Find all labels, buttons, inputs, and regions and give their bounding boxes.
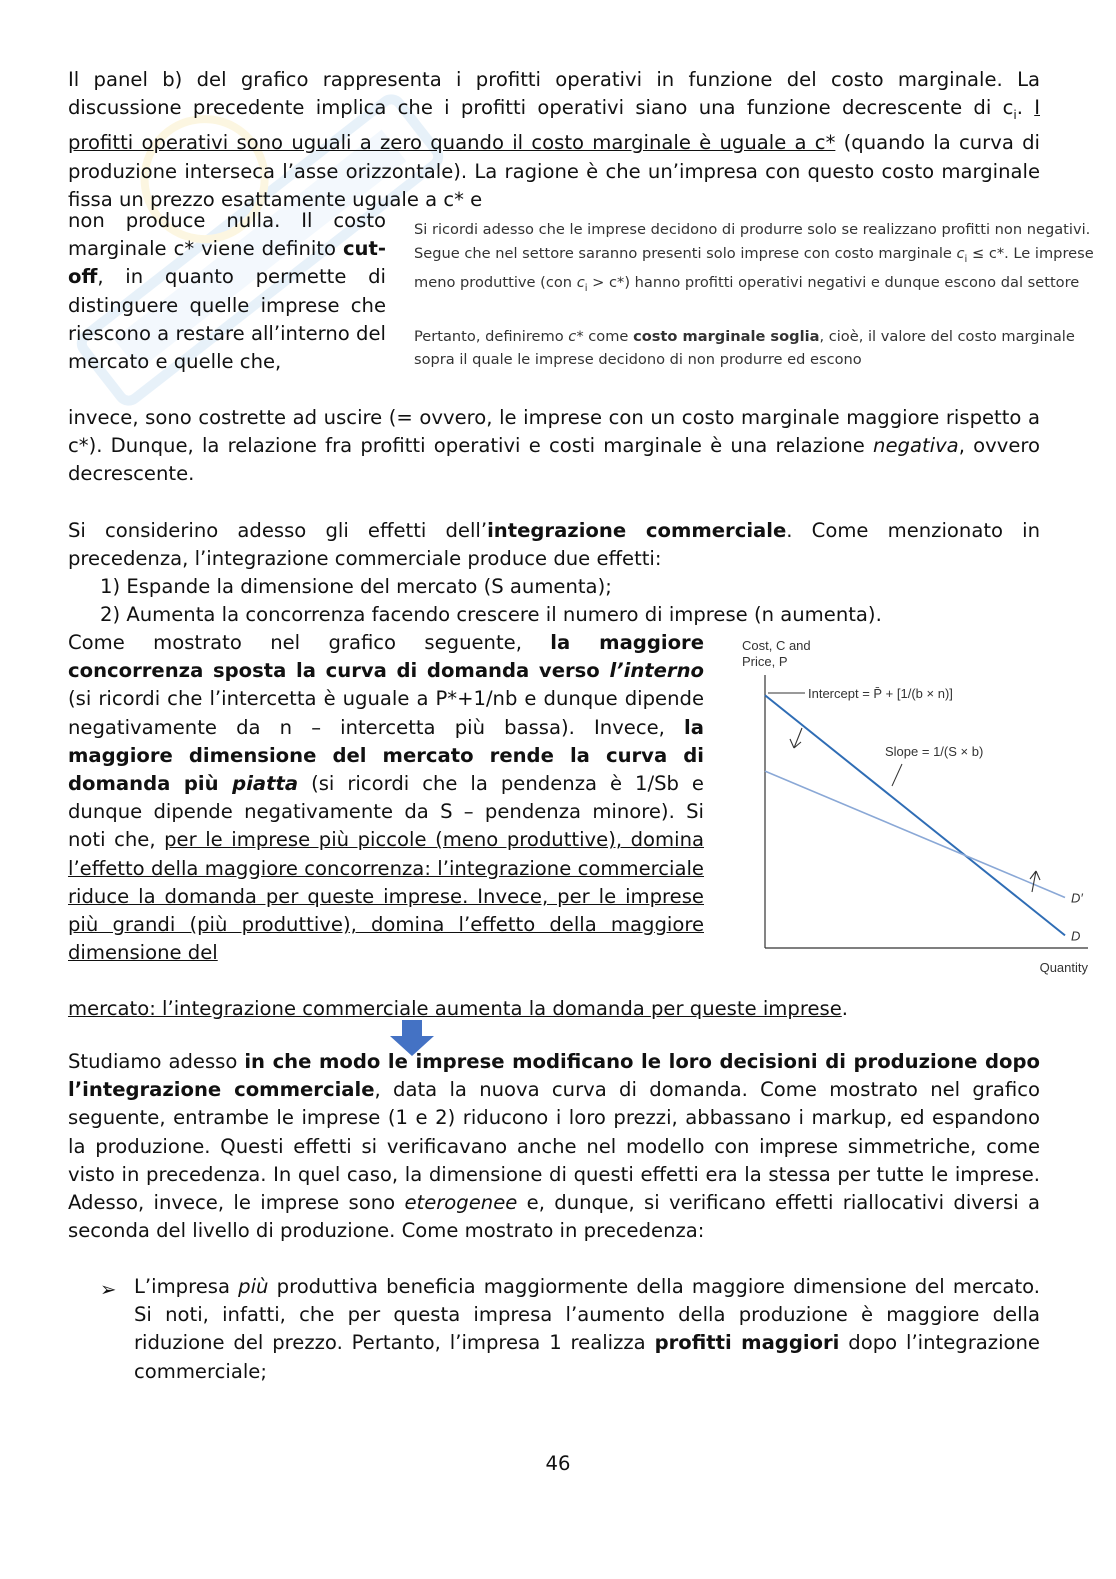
page-number: 46 — [545, 1452, 571, 1475]
rotate-up-arrow — [1030, 871, 1040, 892]
chart-xlabel: Quantity — [1039, 960, 1088, 975]
textbook-excerpt: Si ricordi adesso che le imprese decidono di produrre solo se realizzano profitti non negativi. Segue che nel settore saranno presenti solo imprese con costo marginale $c_i \le c*$. Le imprese meno produttive (con $c_i > c*$) hanno profitti operativi negativi e dunque escono dal settore Pertanto, definiremo c* come costo marginale soglia, cioè, il valore del costo marginale sopra il quale le imprese decidono di non produrre ed escono — [414, 221, 1094, 369]
paragraph-4: Studiamo adesso in che modo le imprese modificano le loro decisioni di produzione dopo l’integrazione commerciale, data la nuova curva di domanda. Come mostrato nel grafico seguente, entrambe le imprese (1 e 2) riducono i loro prezzi, abbassano i markup, ed espandono la produzione. Questi effetti si verificavano anche nel modello con imprese simmetriche, come visto in precedenza. In quel caso, la dimensione di questi effetti era la stessa per tutte le imprese. Adesso, invece, le imprese sono eterogenee e, dunque, si verificano effetti riallocativi diversi a seconda del livello di produzione. Come mostrato in precedenza: — [68, 1050, 1041, 1243]
list-item: 1) Espande la dimensione del mercato (S aumenta); — [100, 575, 612, 598]
paragraph-3-end: mercato: l’integrazione commerciale aumenta la domanda per queste imprese. — [68, 997, 848, 1020]
chart-ylabel-line2: Price, P — [742, 654, 788, 669]
paragraph-1: Il panel b) del grafico rappresenta i profitti operativi in funzione del costo marginale. La discussione precedente implica che i profitti operativi siano una funzione decrescente di $c_i$. I profitti operativi sono uguali a zero quando il costo marginale è uguale a c* (quando la curva di produzione interseca l’asse orizzontale). La ragione è che un’impresa con questo costo marginale fissa un prezzo esattamente uguale a c* e — [68, 68, 1040, 211]
paragraph-1-end: invece, sono costrette ad uscire (= ovvero, le imprese con un costo marginale maggiore rispetto a c*). Dunque, la relazione fra profitti operativi e costi marginale è una relazione negativa, ovvero decrescente. — [68, 406, 1041, 486]
demand-line-d-prime — [765, 771, 1065, 897]
slope-label: Slope = 1/(S × b) — [885, 744, 984, 759]
shift-down-arrow — [790, 728, 802, 748]
intercept-label: Intercept = P̄ + [1/(b × n)] — [808, 686, 953, 701]
paragraph-2: Si considerino adesso gli effetti dell’integrazione commerciale. Come menzionato in precedenza, l’integrazione commerciale produce due effetti: — [68, 519, 1040, 571]
bullet-item: L’impresa più produttiva beneficia maggiormente della maggiore dimensione del mercato. Si noti, infatti, che per questa impresa l’aumento della produzione è maggiore della riduzione del prezzo. Pertanto, l’impresa 1 realizza profitti maggiori dopo l’integrazione commerciale; — [134, 1275, 1040, 1383]
effects-list — [100, 573, 882, 629]
series-label-d: D — [1071, 928, 1081, 944]
bullet-arrow-icon: ➢ — [100, 1278, 117, 1301]
series-label-d-prime: D′ — [1071, 890, 1083, 906]
list-item: 2) Aumenta la concorrenza facendo crescere il numero di imprese (n aumenta). — [100, 603, 882, 627]
chart-ylabel-line1: Cost, C and — [742, 638, 811, 653]
demand-line-d — [765, 695, 1065, 935]
demand-chart — [730, 630, 1100, 980]
paragraph-3: Come mostrato nel grafico seguente, la maggiore concorrenza sposta la curva di domanda verso l’interno (si ricordi che l’intercetta è uguale a P*+1/nb e dunque dipende negativamente da n – intercetta più bassa). Invece, la maggiore dimensione del mercato rende la curva di domanda più piatta (si ricordi che la pendenza è 1/Sb e dunque dipende negativamente da S – pendenza minore). Si noti che, per le imprese più piccole (meno produttive), domina l’effetto della maggiore concorrenza: l’integrazione commerciale riduce la domanda per queste imprese. Invece, per le imprese più grandi (più produttive), domina l’effetto della maggiore dimensione del — [68, 631, 704, 965]
slope-leader — [892, 764, 902, 786]
paragraph-1-narrow: non produce nulla. Il costo marginale c* viene definito cut-off, in quanto permette di distinguere quelle imprese che riescono a restare all’interno del mercato e quelle che, — [68, 209, 386, 374]
